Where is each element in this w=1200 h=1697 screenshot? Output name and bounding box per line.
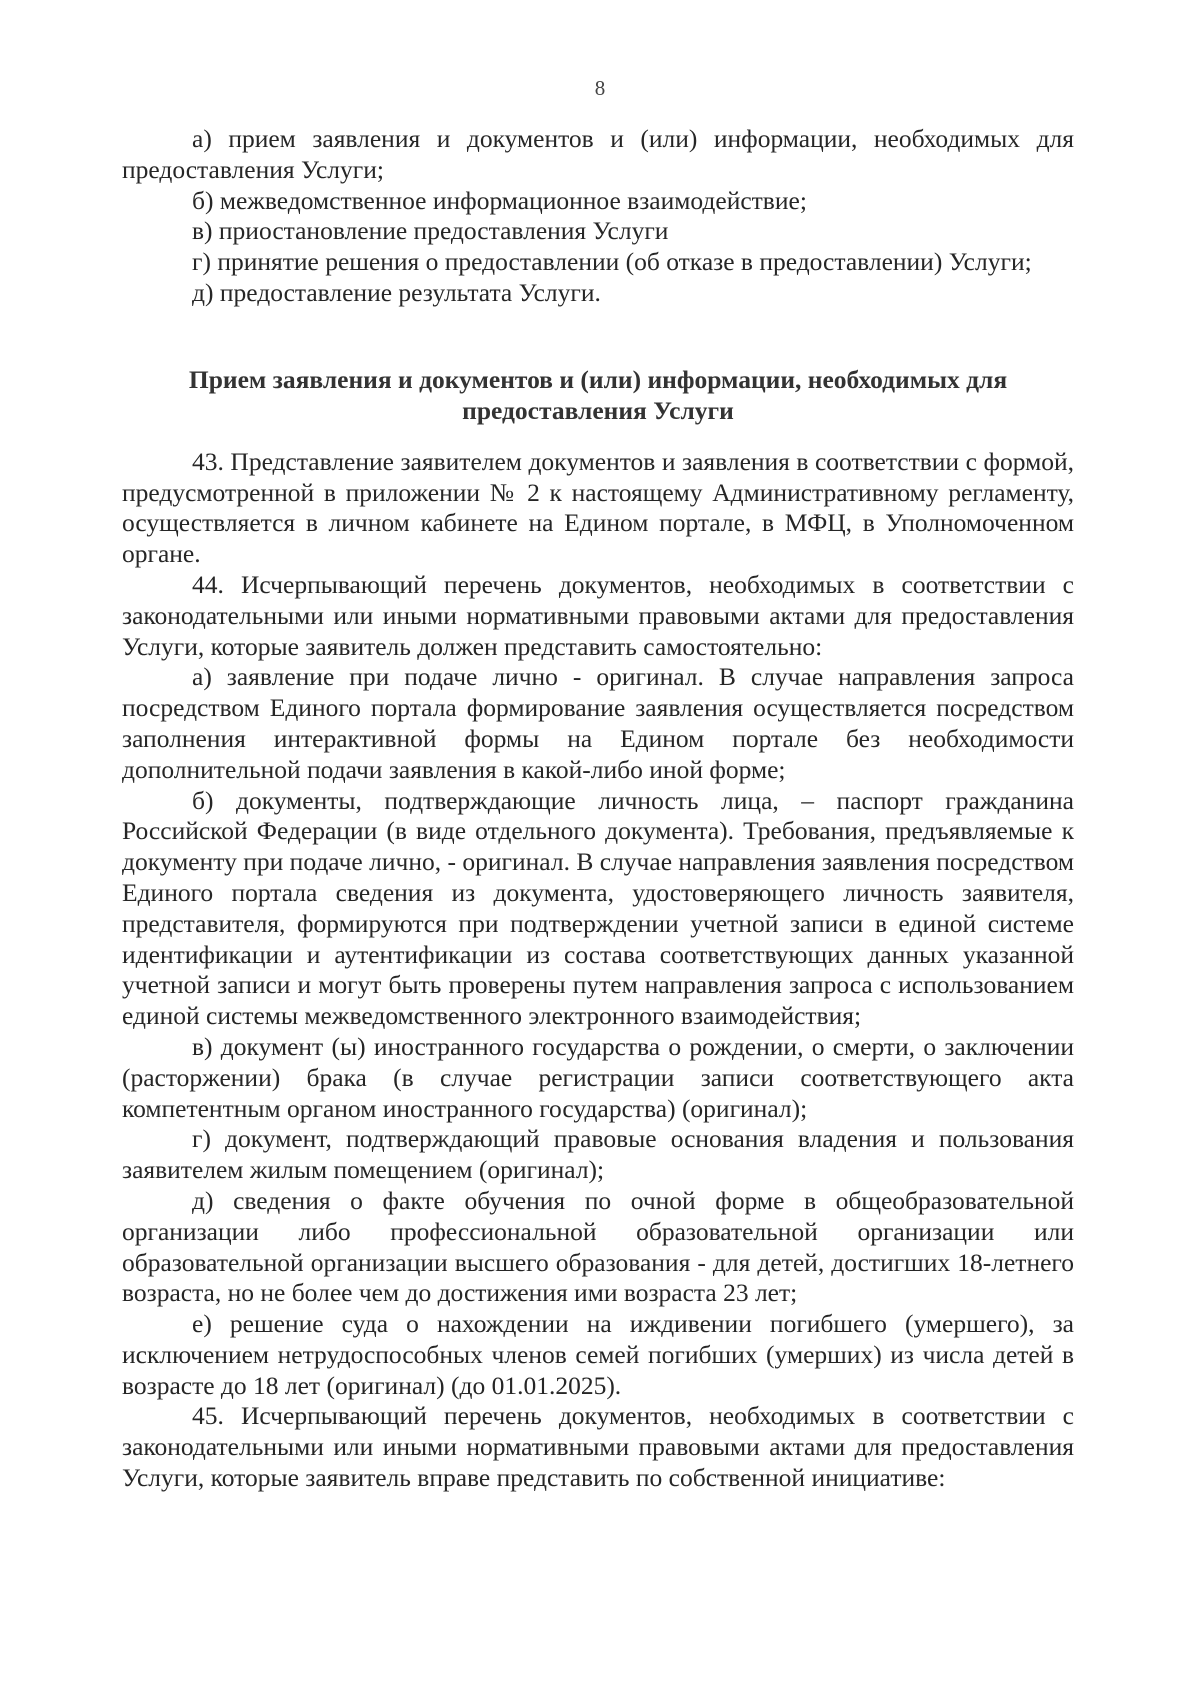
paragraph-44: 44. Исчерпывающий перечень документов, необходимых в соответствии с законодательными или иными нормативными правовыми актами для предоставления Услуги, которые заявитель должен представить самостоятельно: — [122, 569, 1074, 661]
list-item-g: г) принятие решения о предоставлении (об отказе в предоставлении) Услуги; — [192, 247, 1032, 277]
section-heading: Прием заявления и документов и (или) информации, необходимых для предоставления Услуги — [188, 364, 1008, 425]
list-item-a: а) прием заявления и документов и (или) информации, необходимых для предоставления Услуги; — [122, 124, 1074, 184]
paragraph-43: 43. Представление заявителем документов и заявления в соответствии с формой, предусмотренной в приложении № 2 к настоящему Административному регламенту, осуществляется в личном кабинете на Едином портале, в МФЦ, в Уполномоченном органе. — [122, 446, 1074, 569]
paragraph-44-d: д) сведения о факте обучения по очной форме в общеобразовательной организации либо профессиональной образовательной организации или образовательной организации высшего образования - для детей, достигших 18-летнего возраста, но не более чем до достижения ими возраста 23 лет; — [122, 1185, 1074, 1308]
list-item-d: д) предоставление результата Услуги. — [192, 277, 601, 307]
list-item-b: б) межведомственное информационное взаимодействие; — [192, 185, 807, 215]
paragraph-44-b: б) документы, подтверждающие личность лица, – паспорт гражданина Российской Федерации (в виде отдельного документа). Требования, предъявляемые к документу при подаче лично, - оригинал. В случае направления заявления посредством Единого портала сведения из документа, удостоверяющего личность заявителя, представителя, формируются при подтверждении учетной записи в единой системе идентификации и аутентификации из состава соответствующих данных указанной учетной записи и могут быть проверены путем направления запроса с использованием единой системы межведомственного электронного взаимодействия; — [122, 785, 1074, 1031]
paragraph-45: 45. Исчерпывающий перечень документов, необходимых в соответствии с законодательными или иными нормативными правовыми актами для предоставления Услуги, которые заявитель вправе представить по собственной инициативе: — [122, 1401, 1074, 1493]
paragraph-44-v: в) документ (ы) иностранного государства о рождении, о смерти, о заключении (расторжении) брака (в случае регистрации записи соответствующего акта компетентным органом иностранного государства) (оригинал); — [122, 1031, 1074, 1123]
paragraph-44-a: а) заявление при подаче лично - оригинал. В случае направления запроса посредством Единого портала формирование заявления осуществляется посредством заполнения интерактивной формы на Едином портале без необходимости дополнительной подачи заявления в какой-либо иной форме; — [122, 662, 1074, 784]
page-number: 8 — [594, 76, 606, 100]
paragraph-44-g: г) документ, подтверждающий правовые основания владения и пользования заявителем жилым помещением (оригинал); — [122, 1124, 1074, 1185]
paragraph-44-e: е) решение суда о нахождении на иждивении погибшего (умершего), за исключением нетрудоспособных членов семей погибших (умерших) из числа детей в возрасте до 18 лет (оригинал) (до 01.01.2025). — [122, 1309, 1074, 1400]
document-body — [122, 124, 1074, 1494]
list-item-v: в) приостановление предоставления Услуги — [192, 216, 669, 246]
